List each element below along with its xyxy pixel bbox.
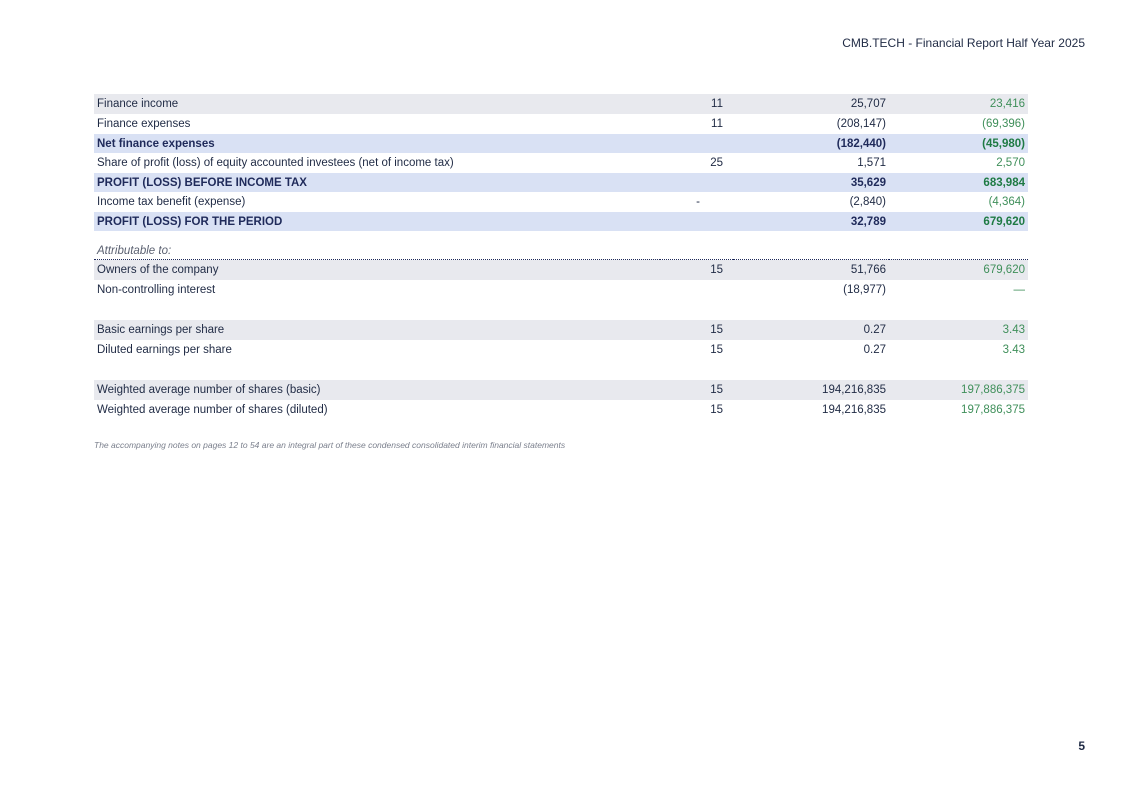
income-statement-table	[94, 94, 1028, 420]
row-previous-value: 2,570	[996, 157, 1025, 169]
row-note: 15	[710, 344, 723, 356]
row-previous-value: 679,620	[889, 260, 1028, 281]
row-previous-value: 197,886,375	[889, 380, 1028, 400]
table-row	[94, 320, 1028, 340]
row-label: PROFIT (LOSS) FOR THE PERIOD	[94, 212, 660, 231]
row-label: Income tax benefit (expense)	[97, 196, 246, 208]
row-current-value: (2,840)	[849, 196, 886, 208]
row-note	[660, 134, 733, 153]
row-current-value: 194,216,835	[733, 380, 889, 400]
row-previous-value: 197,886,375	[961, 404, 1025, 416]
row-current-value: 0.27	[733, 320, 889, 340]
row-current-value: (18,977)	[843, 284, 886, 296]
row-label: Weighted average number of shares (basic)	[94, 380, 660, 400]
footnote: The accompanying notes on pages 12 to 54 are an integral part of these condensed consolidated interim financial statements	[94, 440, 566, 450]
row-note: 15	[710, 404, 723, 416]
row-previous-value: 683,984	[889, 173, 1028, 192]
row-current-value: 32,789	[733, 212, 889, 231]
row-previous-value: (4,364)	[988, 196, 1025, 208]
row-label: Net finance expenses	[94, 134, 660, 153]
row-note: 15	[660, 260, 733, 281]
row-note: 15	[660, 320, 733, 340]
row-label: PROFIT (LOSS) BEFORE INCOME TAX	[94, 173, 660, 192]
row-note: 11	[660, 94, 733, 114]
row-previous-value: 3.43	[1002, 344, 1025, 356]
row-label: Weighted average number of shares (diluted)	[97, 404, 328, 416]
attributable-heading: Attributable to:	[94, 231, 1028, 260]
row-current-value: 0.27	[863, 344, 886, 356]
table-row	[94, 260, 1028, 281]
table-row-total	[94, 173, 1028, 192]
table-row-total	[94, 134, 1028, 153]
table-row	[94, 340, 1028, 360]
row-label: Share of profit (loss) of equity accounted investees (net of income tax)	[97, 157, 454, 169]
row-note	[660, 212, 733, 231]
row-previous-value: (69,396)	[982, 118, 1025, 130]
table-row	[94, 114, 1028, 134]
row-label: Diluted earnings per share	[97, 344, 232, 356]
spacer-row	[94, 300, 1028, 320]
row-current-value: 51,766	[733, 260, 889, 281]
row-previous-value: 679,620	[889, 212, 1028, 231]
attributable-heading-row	[94, 231, 1028, 260]
row-label: Non-controlling interest	[97, 284, 216, 296]
table-row-total	[94, 212, 1028, 231]
row-label: Finance income	[94, 94, 660, 114]
table-row	[94, 153, 1028, 173]
table-row	[94, 94, 1028, 114]
row-previous-value: —	[1013, 284, 1025, 296]
table-row	[94, 192, 1028, 212]
row-note: -	[696, 196, 700, 208]
row-current-value: 35,629	[733, 173, 889, 192]
table-row	[94, 400, 1028, 420]
row-note: 15	[660, 380, 733, 400]
row-note: 25	[710, 157, 723, 169]
table-row	[94, 280, 1028, 300]
row-note: 11	[711, 118, 723, 130]
row-label: Owners of the company	[94, 260, 660, 281]
row-label: Finance expenses	[97, 118, 191, 130]
row-label: Basic earnings per share	[94, 320, 660, 340]
row-previous-value: (45,980)	[889, 134, 1028, 153]
row-current-value: (182,440)	[733, 134, 889, 153]
page-number: 5	[1078, 739, 1085, 753]
page-header-title: CMB.TECH - Financial Report Half Year 2025	[842, 36, 1085, 50]
row-current-value: (208,147)	[836, 118, 886, 130]
row-current-value: 194,216,835	[822, 404, 886, 416]
table-row	[94, 380, 1028, 400]
row-current-value: 1,571	[857, 157, 886, 169]
spacer-row	[94, 360, 1028, 380]
row-note	[660, 173, 733, 192]
row-previous-value: 3.43	[889, 320, 1028, 340]
row-current-value: 25,707	[733, 94, 889, 114]
row-previous-value: 23,416	[889, 94, 1028, 114]
row-note	[660, 280, 733, 300]
